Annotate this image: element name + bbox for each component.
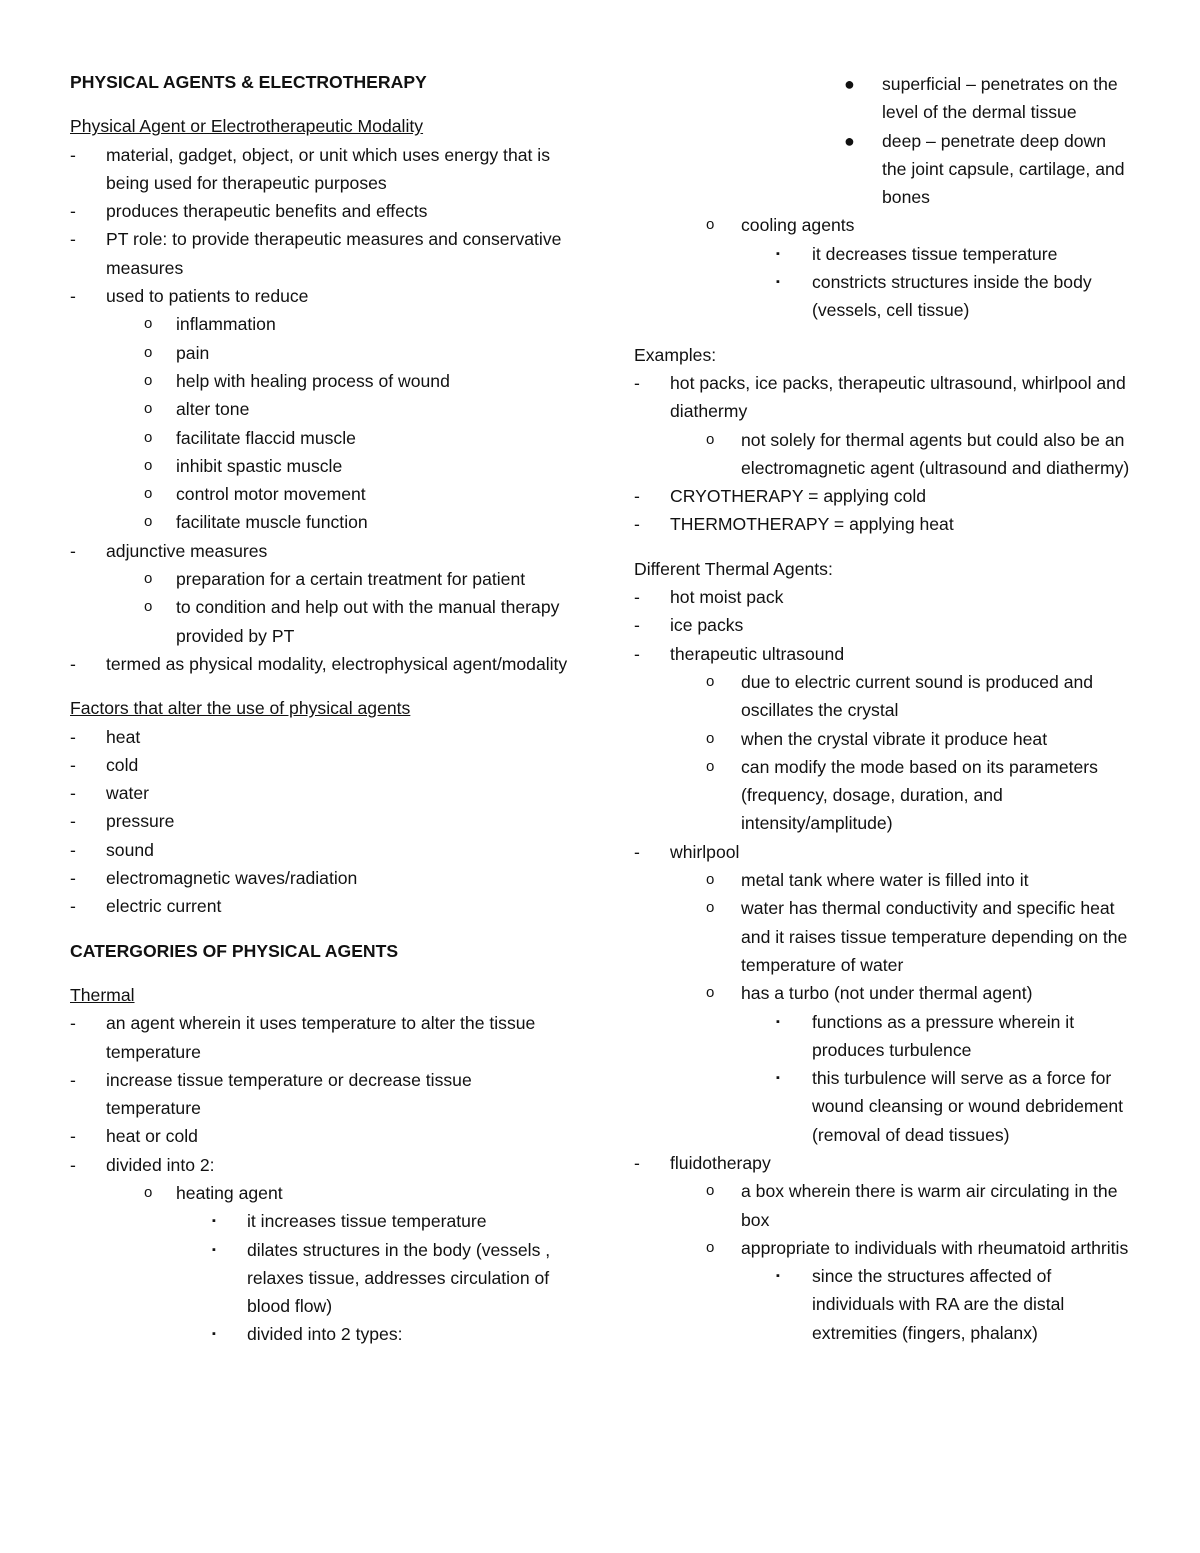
list-item: - fluidotherapy [634,1152,771,1173]
list-item: ▪ constricts structures inside the body (vessels, cell tissue) [776,272,1092,321]
list-item: ▪ dilates structures in the body (vessels , relaxes tissue, addresses circulation of blood flow) [212,1239,551,1317]
list-item: ▪ it increases tissue temperature [212,1211,487,1232]
list-item: - pressure [70,811,175,832]
list-item: - adjunctive measures [70,540,268,561]
list-item: o to condition and help out with the manual therapy provided by PT [144,597,560,646]
list-item: o preparation for a certain treatment for patient [144,569,526,590]
document-title: PHYSICAL AGENTS & ELECTROTHERAPY [70,72,427,92]
list-item: ▪ this turbulence will serve as a force for wound cleansing or wound debridement (removal of dead tissues) [776,1068,1124,1145]
list-item: - PT role: to provide therapeutic measures and conservative measures [70,229,562,278]
list-item: - whirlpool [634,841,740,862]
list-item: o control motor movement [144,484,366,505]
examples-heading: Examples: [634,344,717,365]
list-item: o has a turbo (not under thermal agent) [706,983,1033,1004]
heating-types-list [634,70,1134,325]
thermal-agents-heading: Different Thermal Agents: [634,558,833,579]
list-item: - used to patients to reduce [70,286,309,307]
left-column [70,68,570,1349]
list-item: - water [70,783,150,804]
list-item: ▪ since the structures affected of individuals with RA are the distal extremities (fingers, phalanx) [776,1266,1065,1343]
list-item: - electromagnetic waves/radiation [70,868,358,889]
list-item: - material, gadget, object, or unit which uses energy that is being used for therapeutic purposes [70,144,550,193]
list-item: o cooling agents [706,215,855,236]
list-item: - ice packs [634,615,744,636]
list-item: o water has thermal conductivity and specific heat and it raises tissue temperature depending on the temperature of water [706,898,1128,975]
list-item: o inflammation [144,314,276,335]
list-item: o alter tone [144,399,250,420]
thermal-heading: Thermal [70,984,135,1005]
list-item: o due to electric current sound is produced and oscillates the crystal [706,671,1094,721]
list-item: ▪ divided into 2 types: [212,1324,403,1345]
list-item: - an agent wherein it uses temperature to alter the tissue temperature [70,1013,536,1062]
definition-heading: Physical Agent or Electrotherapeutic Modality [70,116,424,137]
list-item: - electric current [70,896,222,917]
thermal-agents-list [634,583,1134,1347]
list-item: - CRYOTHERAPY = applying cold [634,486,927,507]
list-item: - sound [70,839,154,860]
factors-heading: Factors that alter the use of physical agents [70,698,411,719]
right-column [634,70,1134,1347]
list-item: o help with healing process of wound [144,370,450,391]
list-item: ● deep – penetrate deep down the joint capsule, cartilage, and bones [844,130,1125,208]
list-item: - produces therapeutic benefits and effects [70,201,428,222]
factors-list [70,723,570,921]
list-item: o inhibit spastic muscle [144,455,343,476]
list-item: ▪ it decreases tissue temperature [776,243,1058,264]
list-item: - heat [70,726,141,747]
list-item: - divided into 2: [70,1154,215,1175]
list-item: - hot moist pack [634,587,784,608]
categories-title: CATERGORIES OF PHYSICAL AGENTS [70,940,399,961]
list-item: o pain [144,342,210,363]
examples-list [634,369,1134,539]
list-item: - heat or cold [70,1126,198,1147]
list-item: o facilitate muscle function [144,512,368,533]
list-item: - cold [70,754,139,775]
list-item: o metal tank where water is filled into it [706,870,1029,891]
definition-list [70,141,570,679]
list-item: o can modify the mode based on its parameters (frequency, dosage, duration, and intensity/amplitude) [706,756,1098,834]
list-item: ▪ functions as a pressure wherein it produces turbulence [776,1011,1075,1060]
list-item: o not solely for thermal agents but could also be an electromagnetic agent (ultrasound and diathermy) [706,429,1130,478]
list-item: o facilitate flaccid muscle [144,427,356,448]
list-item: o a box wherein there is warm air circulating in the box [706,1181,1118,1230]
list-item: - termed as physical modality, electrophysical agent/modality [70,653,568,674]
thermal-list [70,1009,570,1349]
list-item: - THERMOTHERAPY = applying heat [634,514,954,535]
list-item: ● superficial – penetrates on the level of the dermal tissue [844,74,1118,123]
list-item: - hot packs, ice packs, therapeutic ultrasound, whirlpool and diathermy [634,372,1126,422]
list-item: - increase tissue temperature or decrease tissue temperature [70,1069,472,1119]
list-item: o when the crystal vibrate it produce heat [706,728,1048,749]
list-item: o heating agent [144,1182,283,1203]
list-item: o appropriate to individuals with rheumatoid arthritis [706,1237,1129,1258]
list-item: - therapeutic ultrasound [634,643,845,664]
